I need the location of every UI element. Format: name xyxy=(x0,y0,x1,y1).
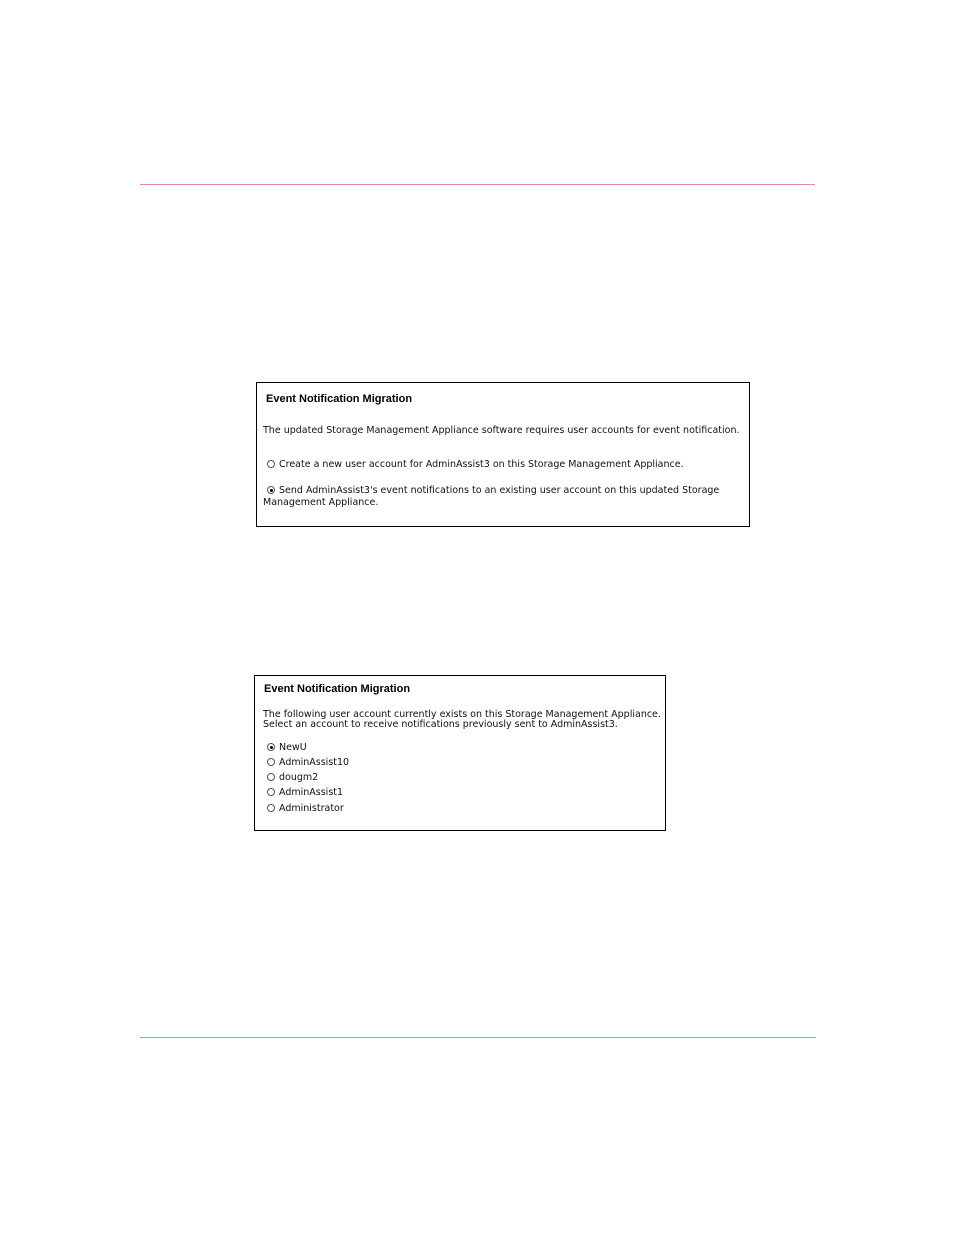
radio-send-to-existing-account[interactable] xyxy=(267,486,275,494)
account-label: AdminAssist10 xyxy=(279,757,350,768)
footer-rule xyxy=(140,1037,816,1038)
account-label: Administrator xyxy=(279,803,344,814)
option-label: Create a new user account for AdminAssist3 on this Storage Management Appliance. xyxy=(279,459,684,470)
header-rule xyxy=(140,184,815,185)
account-label: dougm2 xyxy=(279,772,319,783)
panel-description: The updated Storage Management Appliance software requires user accounts for event notification. xyxy=(263,425,740,436)
event-notification-migration-panel-2 xyxy=(254,675,666,831)
account-option-dougm2[interactable] xyxy=(267,772,318,784)
account-label: NewU xyxy=(279,742,307,753)
option-label-continued: Management Appliance. xyxy=(263,497,379,508)
radio-newu[interactable] xyxy=(267,743,275,751)
option-create-new-account[interactable] xyxy=(267,459,684,471)
panel-title: Event Notification Migration xyxy=(264,683,411,695)
option-send-to-existing-account[interactable] xyxy=(267,485,719,497)
account-option-administrator[interactable] xyxy=(267,803,344,815)
radio-create-new-account[interactable] xyxy=(267,460,275,468)
panel-description-line2: Select an account to receive notifications previously sent to AdminAssist3. xyxy=(263,719,618,730)
panel-description-line1: The following user account currently exists on this Storage Management Appliance. xyxy=(263,709,661,720)
panel-title: Event Notification Migration xyxy=(266,393,413,405)
account-option-adminassist1[interactable] xyxy=(267,787,343,799)
account-option-newu[interactable] xyxy=(267,742,307,754)
account-label: AdminAssist1 xyxy=(279,787,344,798)
radio-dougm2[interactable] xyxy=(267,773,275,781)
radio-administrator[interactable] xyxy=(267,804,275,812)
account-option-adminassist10[interactable] xyxy=(267,757,349,769)
radio-adminassist10[interactable] xyxy=(267,758,275,766)
radio-adminassist1[interactable] xyxy=(267,788,275,796)
option-label: Send AdminAssist3's event notifications to an existing user account on this updated Storage xyxy=(279,485,720,496)
event-notification-migration-panel-1 xyxy=(256,382,750,527)
